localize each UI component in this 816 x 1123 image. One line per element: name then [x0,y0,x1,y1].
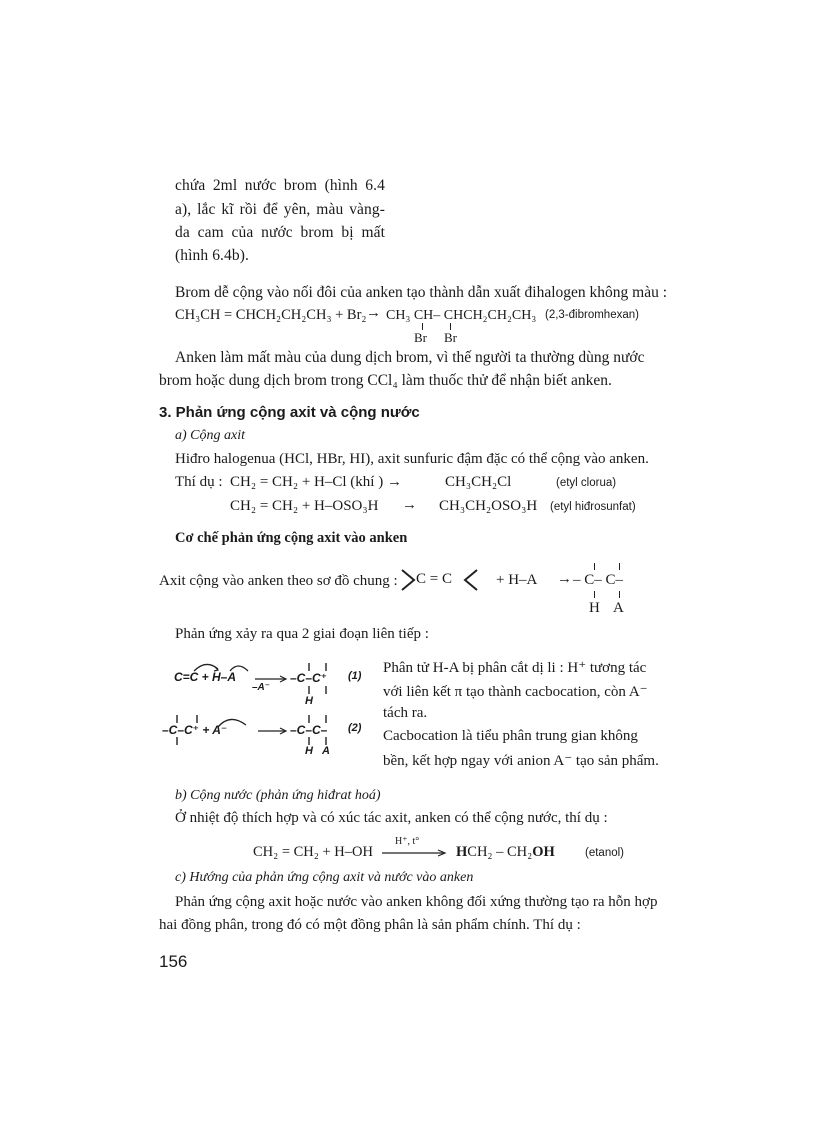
example-2-name: (etyl hiđrosunfat) [550,501,636,513]
page-number: 156 [159,952,188,971]
water-equation-left: CH₂ = CH₂ + H–OH [253,844,373,860]
brom-paragraph-line-2: brom hoặc dung dịch brom trong CCl₄ làm thuốc thử để nhận biết anken. [159,372,612,389]
intro-line-2: a), lắc kĩ rồi để yên, màu vàng- [175,201,385,218]
subsection-c-title: c) Hướng của phản ứng cộng axit và nước vào anken [175,870,474,885]
acid-sentence: Hiđro halogenua (HCl, HBr, HI), axit sunfuric đậm đặc có thể cộng vào anken. [175,451,649,467]
brom-product-name: (2,3-đibromhexan) [545,309,639,321]
section-3-title: 3. Phản ứng cộng axit và cộng nước [159,404,420,421]
brom-br-2: Br [444,330,457,345]
brom-equation-left: CH₃CH = CHCH₂CH₂CH₃ + Br₂ [175,307,367,323]
mechanism-title: Cơ chế phản ứng cộng axit vào anken [175,530,408,546]
general-h: H [589,600,600,616]
general-plus: + H–A [496,572,538,588]
water-equation-right: HCH₂ – CH₂OH [456,844,555,860]
subsection-b-title: b) Cộng nước (phản ứng hiđrat hoá) [175,788,381,803]
scheme-1-right: –C–C⁺ [290,671,328,685]
water-product-name: (etanol) [585,847,624,859]
stage-1-text-line-2: với liên kết π tạo thành cacbocation, còn A⁻ [383,684,648,700]
general-arrow: → [557,571,572,587]
brom-equation-arrow: → [366,305,381,321]
intro-line-1: chứa 2ml nước brom (hình 6.4 [175,177,385,194]
bond-tick [619,563,620,570]
brom-paragraph-line-1: Anken làm mất màu của dung dịch brom, vì thế người ta thường dùng nước [175,349,645,366]
bond-tick [450,323,451,330]
example-2-left: CH₂ = CH₂ + H–OSO₃H [230,498,379,514]
scheme-1-h: H [305,695,313,707]
brom-equation-right: CH₃ CH– CHCH₂CH₂CH₃ [386,308,537,323]
general-a: A [613,600,624,616]
stage-1-text-line-3: tách ra. [383,705,428,721]
reaction-arrow-icon [382,848,448,858]
scheme-1-minus-a: –A⁻ [252,682,271,693]
example-1-left: CH₂ = CH₂ + H–Cl (khí ) → [230,474,402,490]
scheme-1-left: C=C + H–A [174,670,237,684]
subsection-a-title: a) Cộng axit [175,428,245,443]
final-line-2: hai đồng phân, trong đó có một đồng phân là sản phẩm chính. Thí dụ : [159,917,581,933]
scheme-2-label: (2) [348,722,362,734]
brom-sentence: Brom dễ cộng vào nối đôi của anken tạo thành dẫn xuất đihalogen không màu : [175,284,668,301]
example-2-right: CH₃CH₂OSO₃H [439,498,538,514]
brom-br-1: Br [414,330,427,345]
stage-2-text-line-1: Cacbocation là tiểu phân trung gian không [383,728,638,744]
scheme-1-label: (1) [348,670,362,682]
stages-sentence: Phản ứng xảy ra qua 2 giai đoạn liên tiếp : [175,626,429,642]
stage-1-text-line-1: Phân tử H-A bị phân cắt dị li : H⁺ tương tác [383,660,647,676]
example-1-right: CH₃CH₂Cl [445,474,512,490]
bond-tick [594,563,595,570]
example-label: Thí dụ : [175,474,223,490]
bond-tick [422,323,423,330]
scheme-2-a: A [322,745,330,757]
example-1-name: (etyl clorua) [556,477,617,489]
general-left: C = C [416,571,452,587]
general-sentence: Axit cộng vào anken theo sơ đồ chung : [159,573,398,589]
intro-line-3: da cam của nước brom bị mất [175,224,385,241]
bond-tick [594,591,595,598]
left-bonds-icon [398,567,418,593]
water-condition: H⁺, t° [395,836,420,847]
scheme-2-right: –C–C– [290,723,328,737]
example-2-arrow: → [402,497,417,513]
final-line-1: Phản ứng cộng axit hoặc nước vào anken không đối xứng thường tạo ra hỗn hợp [175,894,658,910]
mechanism-scheme [160,655,375,765]
intro-line-4: (hình 6.4b). [175,247,249,264]
general-right: – C– C– [573,572,624,588]
stage-2-text-line-2: bền, kết hợp ngay với anion A⁻ tạo sản phẩm. [383,753,659,769]
scheme-2-h: H [305,745,313,757]
scheme-2-left: –C–C⁺ + A⁻ [162,723,228,737]
water-sentence: Ở nhiệt độ thích hợp và có xúc tác axit, anken có thể cộng nước, thí dụ : [175,810,608,826]
right-bonds-icon [461,567,481,593]
bond-tick [619,591,620,598]
